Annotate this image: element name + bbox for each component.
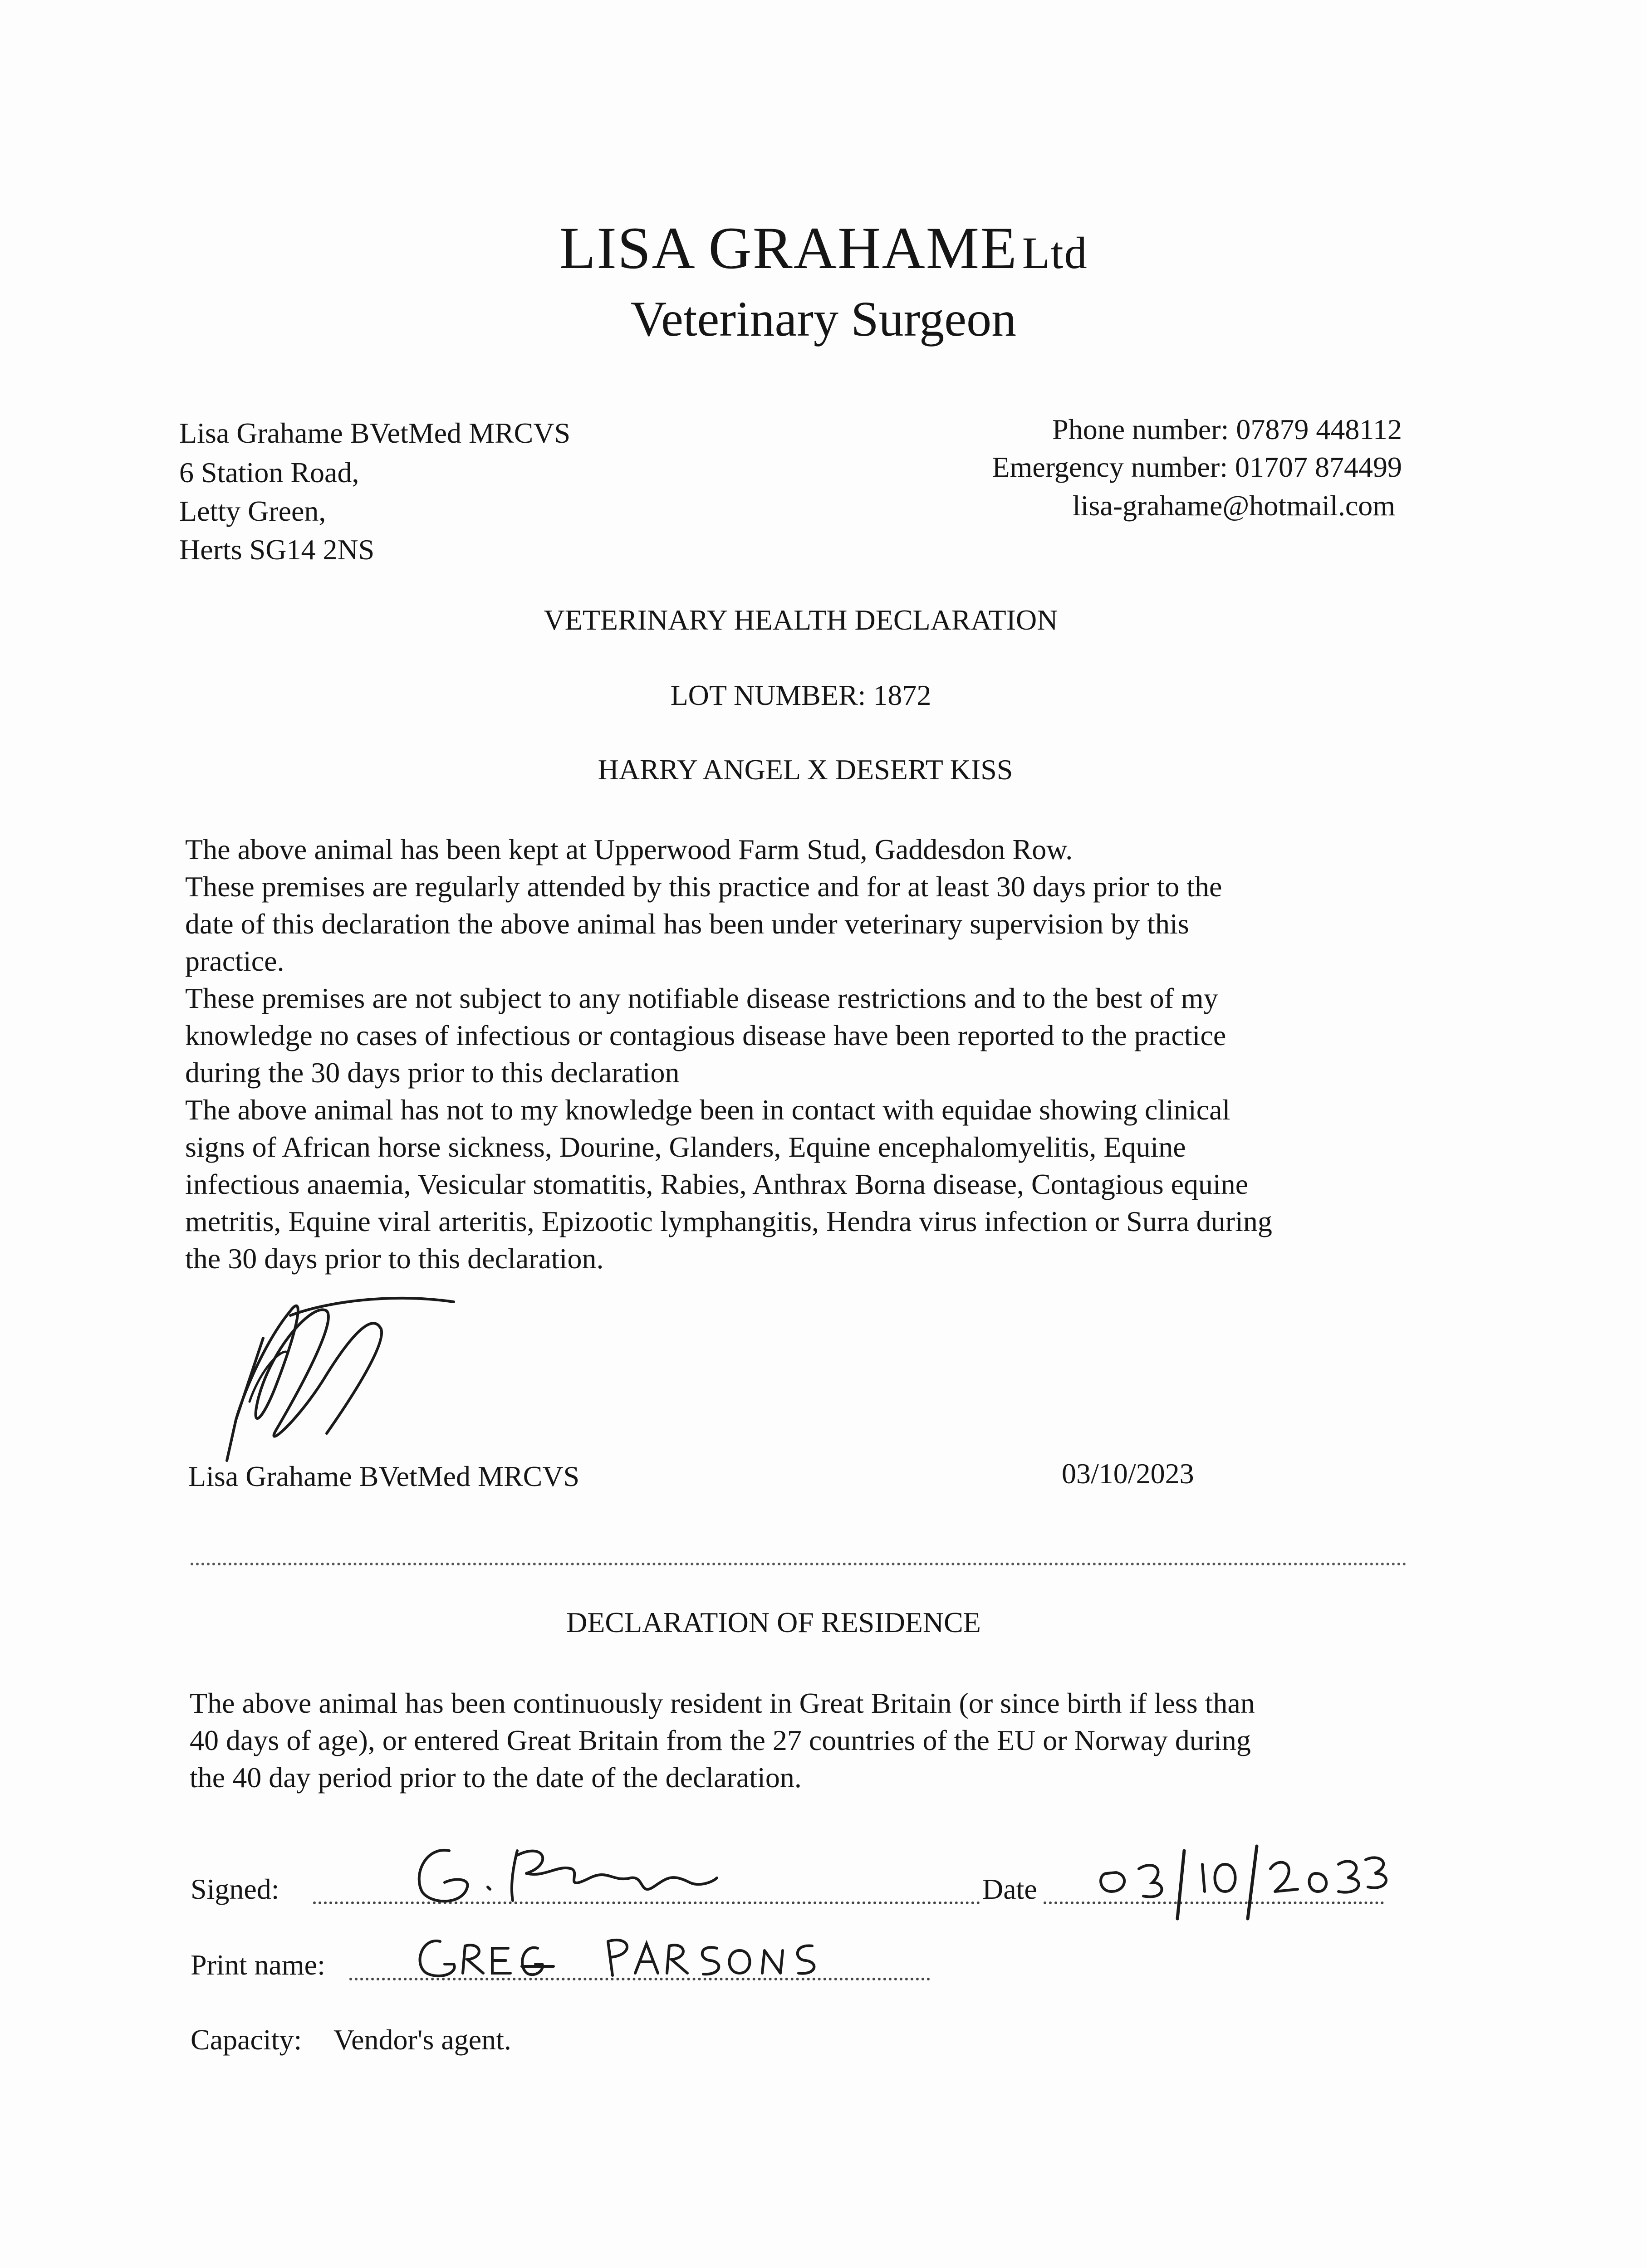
- date-label: Date: [982, 1873, 1037, 1905]
- body-line: infectious anaemia, Vesicular stomatitis, Rabies, Anthrax Borna disease, Contagious equine: [185, 1168, 1249, 1200]
- company-subtitle: Veterinary Surgeon: [630, 291, 1017, 347]
- body-line: date of this declaration the above animal has been under veterinary supervision by this: [185, 908, 1189, 940]
- vendor-signature: [399, 1833, 726, 1919]
- emergency-number: Emergency number: 01707 874499: [992, 451, 1402, 483]
- company-name-text: LISA GRAHAME: [559, 215, 1018, 281]
- address-line: Herts SG14 2NS: [179, 533, 375, 566]
- body-line: The above animal has not to my knowledge been in contact with equidae showing clinical: [185, 1094, 1230, 1126]
- body-line: knowledge no cases of infectious or contagious disease have been reported to the practice: [185, 1019, 1226, 1051]
- signed-label: Signed:: [191, 1873, 279, 1905]
- body-line: These premises are not subject to any notifiable disease restrictions and to the best of my: [185, 982, 1218, 1014]
- body-line: during the 30 days prior to this declaration: [185, 1056, 680, 1089]
- section-divider: [191, 1563, 1407, 1565]
- vet-signatory-name: Lisa Grahame BVetMed MRCVS: [188, 1460, 580, 1492]
- signed-date-handwritten: [1089, 1833, 1397, 1923]
- residence-body-line: The above animal has been continuously resident in Great Britain (or since birth if less than: [190, 1687, 1255, 1719]
- body-line: practice.: [185, 945, 284, 977]
- capacity-value: Vendor's agent.: [333, 2024, 511, 2056]
- animal-name: HARRY ANGEL X DESERT KISS: [598, 753, 1013, 786]
- residence-body-line: 40 days of age), or entered Great Britain from the 27 countries of the EU or Norway during: [190, 1724, 1251, 1756]
- vet-signature: [209, 1284, 463, 1474]
- residence-title: DECLARATION OF RESIDENCE: [566, 1606, 981, 1638]
- company-name: [0, 213, 1647, 283]
- printed-name-handwritten: [408, 1923, 862, 1991]
- body-line: The above animal has been kept at Upperwood Farm Stud, Gaddesdon Row.: [185, 833, 1073, 865]
- phone-number: Phone number: 07879 448112: [1052, 413, 1402, 445]
- vet-declaration-date: 03/10/2023: [1062, 1457, 1194, 1490]
- company-suffix: Ltd: [1022, 228, 1088, 278]
- body-line: the 30 days prior to this declaration.: [185, 1242, 604, 1275]
- address-line: Lisa Grahame BVetMed MRCVS: [179, 417, 571, 449]
- residence-body-line: the 40 day period prior to the date of the declaration.: [190, 1761, 802, 1794]
- lot-number: LOT NUMBER: 1872: [670, 679, 931, 711]
- address-line: 6 Station Road,: [179, 456, 359, 489]
- email-address: lisa-grahame@hotmail.com: [1072, 489, 1395, 522]
- address-line: Letty Green,: [179, 495, 326, 527]
- print-name-label: Print name:: [191, 1949, 325, 1981]
- declaration-title: VETERINARY HEALTH DECLARATION: [544, 604, 1058, 636]
- body-line: signs of African horse sickness, Dourine, Glanders, Equine encephalomyelitis, Equine: [185, 1131, 1186, 1163]
- body-line: metritis, Equine viral arteritis, Epizootic lymphangitis, Hendra virus infection or Surra during: [185, 1205, 1272, 1237]
- capacity-label: Capacity:: [191, 2024, 302, 2056]
- body-line: These premises are regularly attended by this practice and for at least 30 days prior to the: [185, 870, 1222, 903]
